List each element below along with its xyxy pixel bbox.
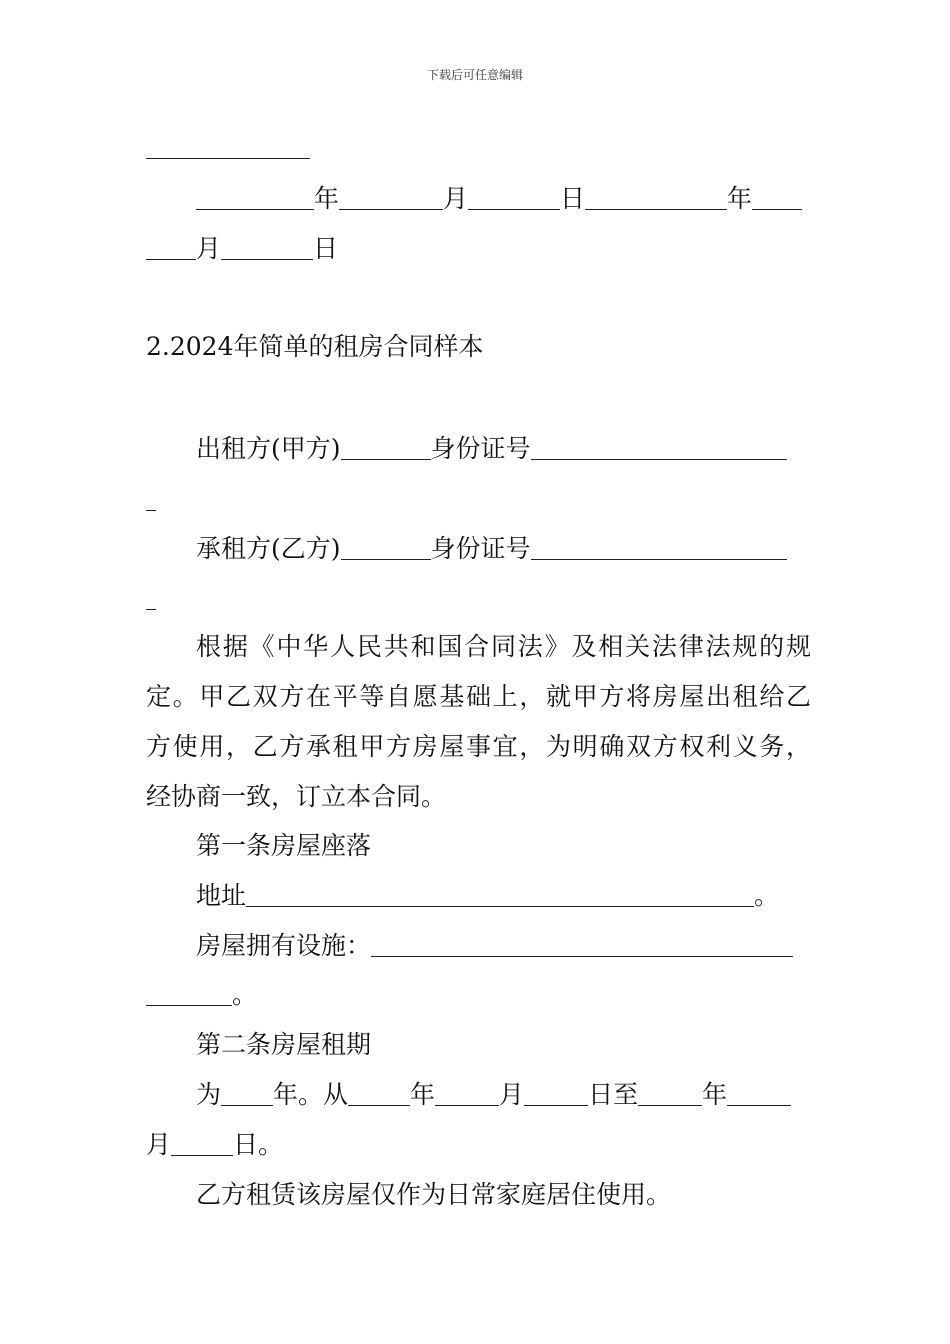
term-year: 年。从 xyxy=(273,1080,349,1109)
blank xyxy=(524,1075,588,1106)
date-month-label: 月 xyxy=(196,234,222,263)
blank xyxy=(371,926,793,957)
blank xyxy=(531,529,787,560)
term-line-continued xyxy=(146,1121,811,1169)
blank xyxy=(221,1075,273,1106)
article1-title: 第一条房屋座落 xyxy=(196,831,372,860)
from-day: 日至 xyxy=(588,1080,639,1109)
preamble-line: 根据《中华人民共和国合同法》及相关法律法规的规 xyxy=(196,632,811,661)
blank-line xyxy=(146,158,310,159)
date-day-label: 日 xyxy=(313,234,339,263)
blank xyxy=(468,179,560,210)
blank xyxy=(146,975,232,1006)
blank xyxy=(348,1075,410,1106)
term-line xyxy=(196,1071,811,1119)
article2-title: 第二条房屋租期 xyxy=(196,1030,372,1059)
date-line-continued xyxy=(146,225,811,273)
facilities-end: 。 xyxy=(232,980,258,1009)
blank-line xyxy=(146,510,156,511)
blank xyxy=(196,179,314,210)
lessor-line xyxy=(196,425,811,473)
date-month-label: 月 xyxy=(443,184,469,213)
preamble-line: 定。甲乙双方在平等自愿基础上，就甲方将房屋出租给乙 xyxy=(146,682,811,711)
date-year-label: 年 xyxy=(727,184,753,213)
term-prefix: 为 xyxy=(196,1080,222,1109)
address-line xyxy=(196,872,811,920)
page-header: 下载后可任意编辑 xyxy=(426,68,523,82)
blank xyxy=(531,429,787,460)
facilities-line-continued xyxy=(146,971,811,1019)
blank xyxy=(246,876,754,907)
to-day: 日。 xyxy=(233,1130,284,1159)
blank xyxy=(341,529,431,560)
preamble-line: 经协商一致，订立本合同。 xyxy=(146,782,447,811)
blank xyxy=(171,1125,233,1156)
date-line xyxy=(196,175,811,223)
section-title: 2.2024年简单的租房合同样本 xyxy=(146,332,484,361)
blank xyxy=(221,229,313,260)
blank xyxy=(727,1075,791,1106)
lessor-label: 出租方(甲方) xyxy=(196,434,341,463)
lessee-line xyxy=(196,525,811,573)
to-year: 年 xyxy=(702,1080,728,1109)
blank-line xyxy=(146,609,156,610)
from-month: 月 xyxy=(499,1080,525,1109)
lessor-id-label: 身份证号 xyxy=(430,434,531,463)
facilities-label: 房屋拥有设施： xyxy=(196,931,372,960)
from-year: 年 xyxy=(410,1080,436,1109)
blank xyxy=(752,179,802,210)
blank xyxy=(435,1075,499,1106)
address-end: 。 xyxy=(754,881,780,910)
blank xyxy=(146,229,196,260)
blank xyxy=(585,179,727,210)
blank xyxy=(339,179,443,210)
lessee-label: 承租方(乙方) xyxy=(196,534,341,563)
lessee-id-label: 身份证号 xyxy=(430,534,531,563)
blank xyxy=(341,429,431,460)
usage-line: 乙方租赁该房屋仅作为日常家庭居住使用。 xyxy=(196,1180,672,1209)
facilities-line xyxy=(196,922,811,970)
preamble-line: 方使用，乙方承租甲方房屋事宜，为明确双方权利义务， xyxy=(146,732,811,761)
to-month: 月 xyxy=(146,1130,172,1159)
address-label: 地址 xyxy=(196,881,247,910)
date-year-label: 年 xyxy=(314,184,340,213)
date-day-label: 日 xyxy=(560,184,586,213)
blank xyxy=(638,1075,702,1106)
